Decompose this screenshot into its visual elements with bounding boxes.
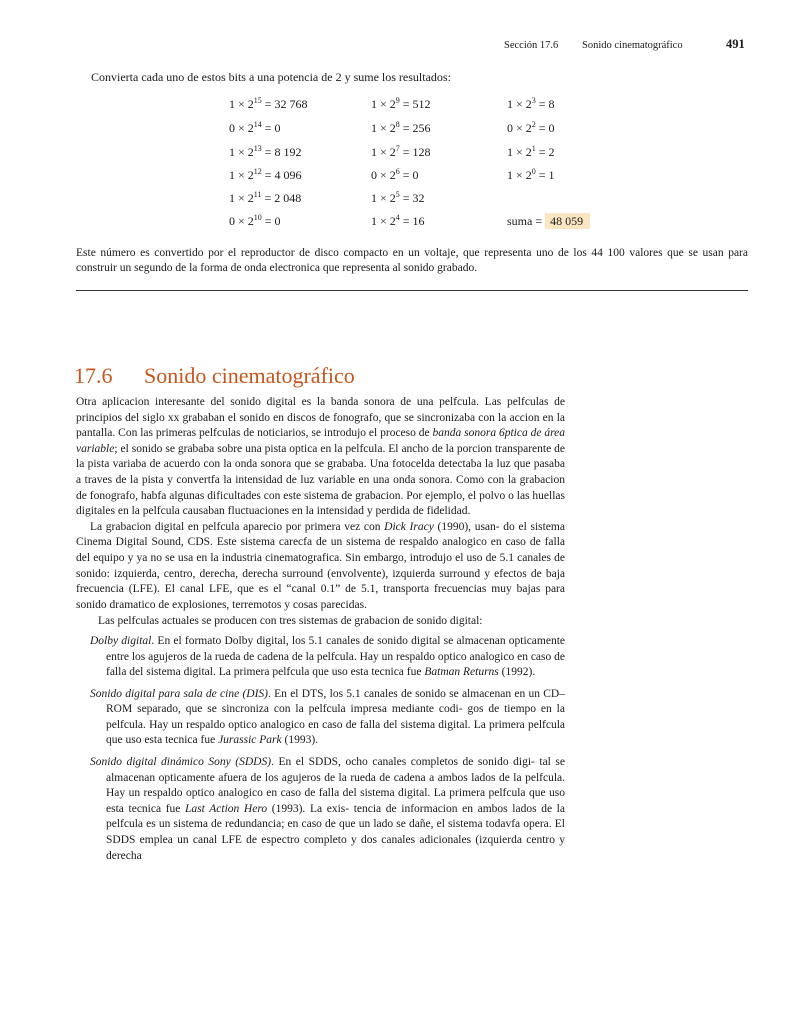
exercise-intro: Convierta cada uno de estos bits a una potencia de 2 y sume los resultados:	[91, 70, 451, 84]
conversion-term: $1 \times 2^0 = 1$	[507, 167, 555, 182]
page-number: 491	[726, 37, 745, 51]
conversion-term: $1 \times 2^{13} = 8$ 192	[229, 144, 302, 159]
running-header-section: Sección 17.6	[504, 40, 559, 51]
system-dts: Sonido digital para sala de cine (DIS). En el DTS, los 5.1 canales de sonido se almacenan en un CD–ROM separado, que se sincroniza con la pelfcula impresa mediante codi- gos de tiempo en la pelfcula. Hay un respaldo optico analogico en caso de falla del sistema digital. La primera pelfcula que uso esta tecnica fue Jurassic Park (1993).	[90, 687, 565, 747]
system-sdds: Sonido digital dinámico Sony (SDDS). En el SDDS, ocho canales completos de sonido digi- tal se almacenan opticamente afuera de los agujeros de la rueda de cadena a ambos lados de la pelfcula. Hay un respaldo optico analogico en caso de falla del sistema digital. La primera pelfcula que uso esta tecnica fue Last Action Hero (1993). La exis- tencia de informacion en ambos lados de la pelfcula es un sistema de redundancia; en caso de que un lado se dañe, el sistema todavfa opera. El SDDS emplea un canal LFE de espectro completo y dos canales adicionales (izquierda centro y derecha	[90, 756, 565, 862]
section-body	[76, 395, 565, 864]
film-title: Last Action Hero	[185, 802, 268, 815]
conversion-term: $1 \times 2^3 = 8$	[507, 96, 555, 111]
conversion-term: $1 \times 2^5 = 32$	[371, 190, 425, 205]
system-name: Dolby digital	[90, 634, 152, 647]
conversion-term: $1 \times 2^1 = 2$	[507, 144, 555, 159]
sum-value: 48 059	[545, 213, 590, 229]
section-divider	[76, 290, 748, 291]
conversion-term: $1 \times 2^{11} = 2$ 048	[229, 190, 302, 205]
conversion-term: $0 \times 2^6 = 0$	[371, 167, 419, 182]
film-title: Jurassic Park	[218, 734, 282, 747]
body-paragraph-2: La grabacion digital en pelfcula aparecio por primera vez con Dick Iracy (1990), usan- do el sistema Cinema Digital Sound, CDS. Este sistema carecfa de un sistema de respaldo analogico en caso de falla del equipo y ya no se usa en la industria cinematografica. Sin embargo, introdujo el uso de 5.1 canales de sonido: izquierda, centro, derecha, derecha surround (envolvente), izquierda surround y efectos de baja frecuencia (LFE). El canal LFE, que es el “canal 0.1” de 5.1, transporta frecuencias muy bajas para sonido dramatico de explosiones, terremotos y cosas parecidas.	[76, 520, 565, 611]
conversion-term: $0 \times 2^2 = 0$	[507, 120, 555, 135]
film-title: Batman Returns	[424, 666, 499, 679]
conversion-term: $1 \times 2^7 = 128$	[371, 144, 431, 159]
body-paragraph-1: Otra aplicacion interesante del sonido digital es la banda sonora de una pelfcula. Las pelfculas de principios del siglo xx grababan el sonido en discos de fonografo, que se sincronizaba con la accion en la pantalla. Con las primeras pelfculas de noticiarios, se introdujo el proceso de banda sonora 6ptica de área variable; el sonido se grababa sobre una pista optica en la pelfcula. El ancho de la porcion transparente de la pista variaba de acuerdo con la onda sonora que se grababa. Una fotocelda detectaba la luz que pasaba a traves de la pista y convertfa la intensidad de luz variable en una onda sonora. Como con la grabacion de fonografo, habfa algunas dificultades con este sistema de grabacion. Por ejemplo, el polvo o las huellas digitales en la pelfcula causaban fluctuaciones en la intensidad y perdida de fidelidad.	[76, 396, 565, 518]
system-name: Sonido digital dinámico Sony (SDDS)	[90, 756, 272, 769]
conversion-term: $1 \times 2^9 = 512$	[371, 96, 431, 111]
conversion-term: $0 \times 2^{14} = 0$	[229, 120, 281, 135]
film-title: Dick Iracy	[384, 520, 434, 533]
conversion-term: $1 \times 2^8 = 256$	[371, 120, 431, 135]
running-header-title: Sonido cinematográfico	[582, 40, 683, 51]
section-number: 17.6	[74, 363, 113, 388]
sum-label: suma =	[507, 214, 546, 228]
conclusion-paragraph: Este número es convertido por el reproductor de disco compacto en un voltaje, que representa uno de los 44 100 valores que se usan para construir un segundo de la forma de onda electronica que representa al sonido grabado.	[76, 247, 748, 275]
conversion-term: $0 \times 2^{10} = 0$	[229, 213, 281, 228]
system-name: Sonido digital para sala de cine (DIS)	[90, 687, 269, 700]
section-heading	[74, 363, 355, 389]
emphasis-term: banda sonora 6ptica de área variable	[76, 427, 565, 455]
system-dolby-digital: Dolby digital. En el formato Dolby digital, los 5.1 canales de sonido digital se almacenan opticamente entre los agujeros de la rueda de cadena de la pelfcula. Hay un respaldo optico analogico en caso de falla del sistema digital. La primera pelfcula que uso esta tecnica fue Batman Returns (1992).	[90, 634, 566, 679]
body-paragraph-3: Las pelfculas actuales se producen con tres sistemas de grabacion de sonido digital:	[98, 615, 483, 628]
conversion-term: $1 \times 2^{12} = 4$ 096	[229, 167, 302, 182]
section-title: Sonido cinematográfico	[144, 363, 355, 388]
conversion-term: $1 \times 2^{15} = 32$ 768	[229, 96, 308, 111]
sum-row	[507, 214, 590, 229]
conversion-term: $1 \times 2^4 = 16$	[371, 213, 425, 228]
